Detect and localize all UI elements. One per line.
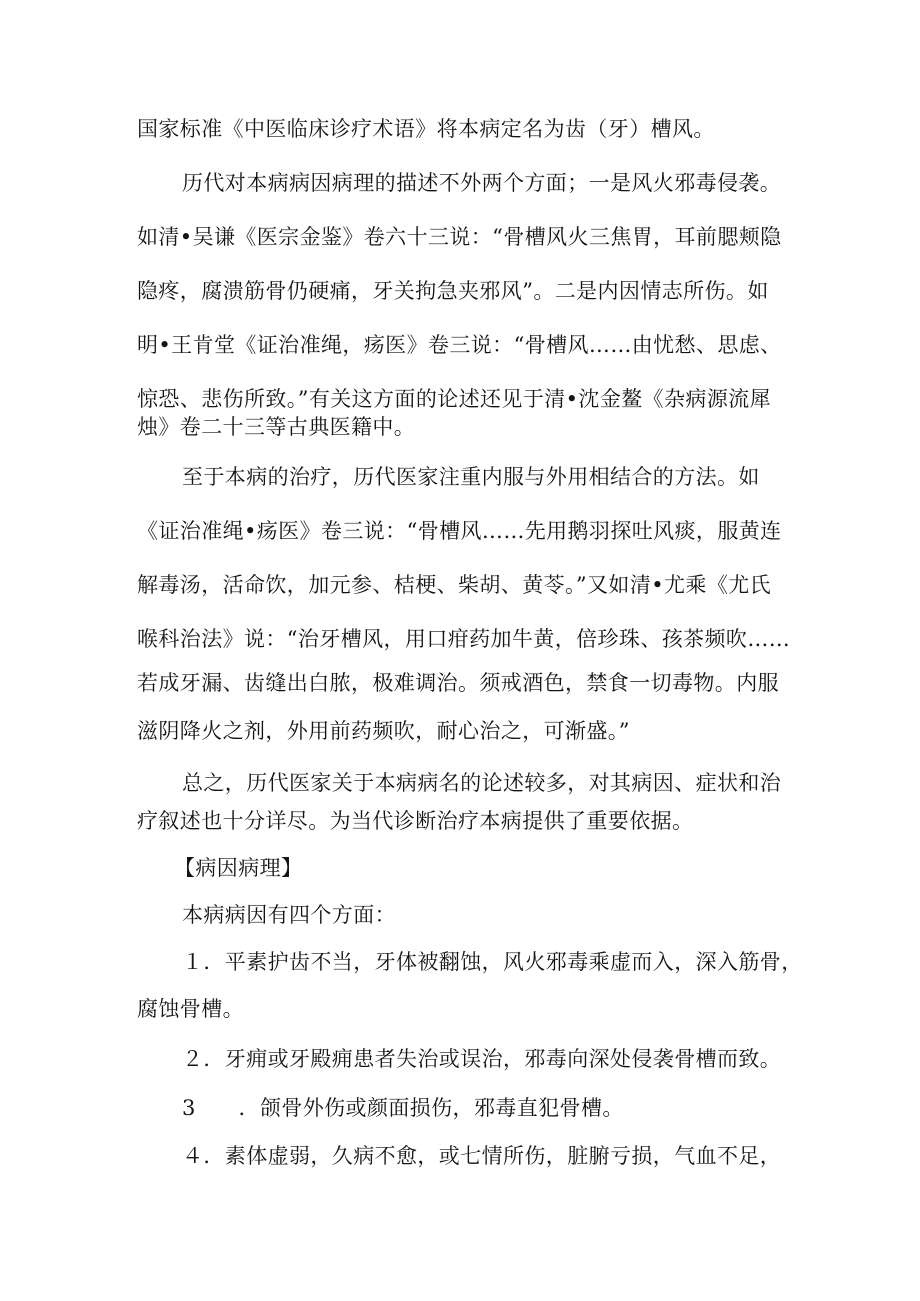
paragraph-line: 滋阴降火之剂，外用前药频吹，耐心治之，可渐盛。” (137, 719, 630, 743)
paragraph-line: 隐疼，腐溃筋骨仍硬痛，牙关拘急夹邪风”。二是内因情志所伤。如 (137, 279, 769, 303)
paragraph-line: 国家标准《中医临床诊疗术语》将本病定名为齿（牙）槽风。 (137, 117, 715, 141)
paragraph-line: 疗叙述也十分详尽。为当代诊断治疗本病提供了重要依据。 (137, 809, 694, 833)
list-item: １．平素护齿不当，牙体被翻蚀，风火邪毒乘虚而入，深入筋骨， (182, 950, 803, 974)
list-item: ４．素体虚弱，久病不愈，或七情所伤，脏腑亏损，气血不足， (182, 1144, 782, 1168)
list-item: 3 ．颌骨外伤或颜面损伤，邪毒直犯骨槽。 (182, 1096, 624, 1120)
paragraph-line: 若成牙漏、齿缝出白脓，极难调治。须戒酒色，禁食一切毒物。内服 (137, 671, 779, 695)
paragraph-line: 明•王肯堂《证治准绳，疡医》卷三说：“骨槽风……由忧愁、思虑、 (137, 333, 782, 357)
paragraph-line: 烛》卷二十三等古典医籍中。 (137, 415, 416, 439)
section-heading: 【病因病理】 (174, 856, 303, 880)
paragraph-line: 腐蚀骨槽。 (137, 997, 244, 1021)
paragraph-line: 解毒汤，活命饮，加元参、桔梗、柴胡、黄苓。”又如清•尤乘《尤氏 (137, 573, 772, 597)
paragraph-line: 本病病因有四个方面： (182, 903, 396, 927)
paragraph-line: 总之，历代医家关于本病病名的论述较多，对其病因、症状和治 (182, 771, 782, 795)
paragraph-line: 如清•吴谦《医宗金鉴》卷六十三说：“骨槽风火三焦胃，耳前腮颊隐 (137, 225, 782, 249)
paragraph-line: 至于本病的治疗，历代医家注重内服与外用相结合的方法。如 (182, 465, 760, 489)
list-item: ２．牙痈或牙殿痈患者失治或误治，邪毒向深处侵袭骨槽而致。 (182, 1047, 782, 1071)
paragraph-line: 惊恐、悲伤所致。”有关这方面的论述还见于清•沈金鳌《杂病源流犀 (137, 387, 772, 411)
paragraph-line: 喉科治法》说：“治牙槽风，用口疳药加牛黄，倍珍珠、孩茶频吹…… (137, 627, 791, 651)
paragraph-line: 《证治准绳•疡医》卷三说：“骨槽风……先用鹅羽探吐风痰，服黄连 (137, 519, 782, 543)
paragraph-line: 历代对本病病因病理的描述不外两个方面；一是风火邪毒侵袭。 (182, 171, 782, 195)
